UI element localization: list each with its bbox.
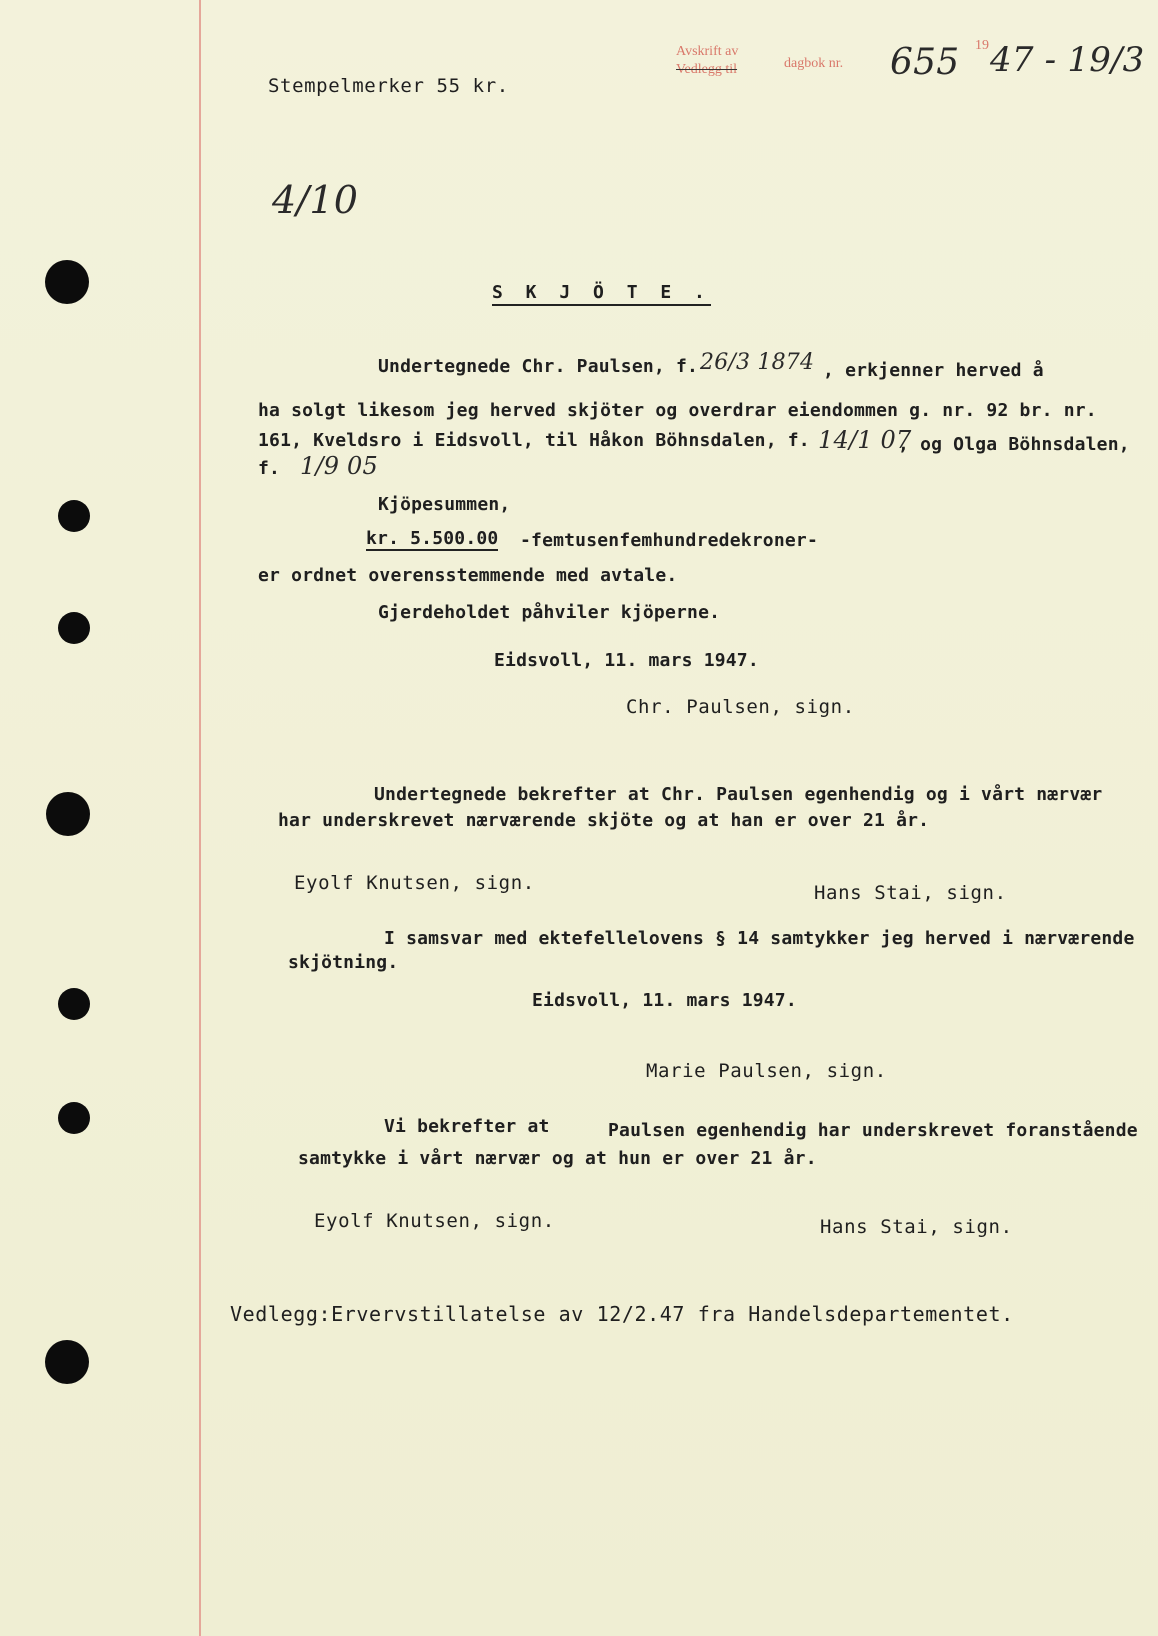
para1-line3-b: , og Olga Böhnsdalen, [898,434,1130,455]
witness1-signature: Eyolf Knutsen, sign. [294,872,535,894]
punch-hole [58,500,90,532]
red-stamp-line2: Vedlegg til [676,62,738,77]
para1-text-a: Undertegnede Chr. Paulsen, f. [378,356,699,377]
witness1b-signature: Eyolf Knutsen, sign. [314,1210,555,1232]
witness-para-line1: Undertegnede bekrefter at Chr. Paulsen egenhendig og i vårt nærvær [374,784,1103,805]
price-amount: kr. 5.500.00 [366,528,499,549]
red-stamp-year-prefix: 19 [975,38,989,53]
document-title: S K J Ö T E . [492,282,711,306]
consent-line2: skjötning. [288,952,399,973]
witness2-signature: Hans Stai, sign. [814,882,1007,904]
punch-hole [45,1340,89,1384]
para1-line3-a: 161, Kveldsro i Eidsvoll, til Håkon Böhnsdalen, f. [258,430,810,451]
handwritten-initials: 4/10 [272,178,359,222]
punch-hole [46,792,90,836]
handwritten-year: 47 - 19/3 [990,40,1145,80]
para1-line4-a: f. [258,458,281,479]
consent-line1: I samsvar med ektefellelovens § 14 samtykker jeg herved i nærværende [384,928,1135,949]
punch-hole [45,260,89,304]
margin-line [199,0,201,1636]
place-date-2: Eidsvoll, 11. mars 1947. [532,990,797,1011]
para1-line3-date: 14/1 07 [818,426,912,454]
handwritten-number: 655 [890,42,960,83]
red-stamp-dagbok: dagbok nr. [784,56,844,71]
confirm-line2: samtykke i vårt nærvær og at hun er over 21 år. [298,1148,817,1169]
para1-line2: ha solgt likesom jeg herved skjöter og overdrar eiendommen g. nr. 92 br. nr. [258,400,1097,421]
para1-text-b: , erkjenner herved å [823,360,1044,381]
price-heading: Kjöpesummen, [378,494,511,515]
spouse-signature: Marie Paulsen, sign. [646,1060,887,1082]
price-line2: er ordnet overensstemmende med avtale. [258,565,678,586]
price-words: -femtusenfemhundredekroner- [520,530,818,551]
punch-hole [58,1102,90,1134]
fence-line: Gjerdeholdet påhviler kjöperne. [378,602,721,623]
witness-para-line2: har underskrevet nærværende skjöte og at han er over 21 år. [278,810,930,831]
para1-line4-date: 1/9 05 [300,452,378,480]
place-date-1: Eidsvoll, 11. mars 1947. [494,650,759,671]
punch-hole [58,988,90,1020]
attachment-line: Vedlegg:Ervervstillatelse av 12/2.47 fra Handelsdepartementet. [230,1302,1014,1326]
seller-signature: Chr. Paulsen, sign. [626,696,855,718]
para1-birthdate: 26/3 1874 [700,350,815,375]
stamp-duty-text: Stempelmerker 55 kr. [268,75,509,97]
confirm-line1-a: Vi bekrefter at [384,1116,550,1137]
red-stamp-line1: Avskrift av [676,44,739,59]
witness2b-signature: Hans Stai, sign. [820,1216,1013,1238]
punch-hole [58,612,90,644]
confirm-line1-b: Paulsen egenhendig har underskrevet foranstående [608,1120,1138,1141]
